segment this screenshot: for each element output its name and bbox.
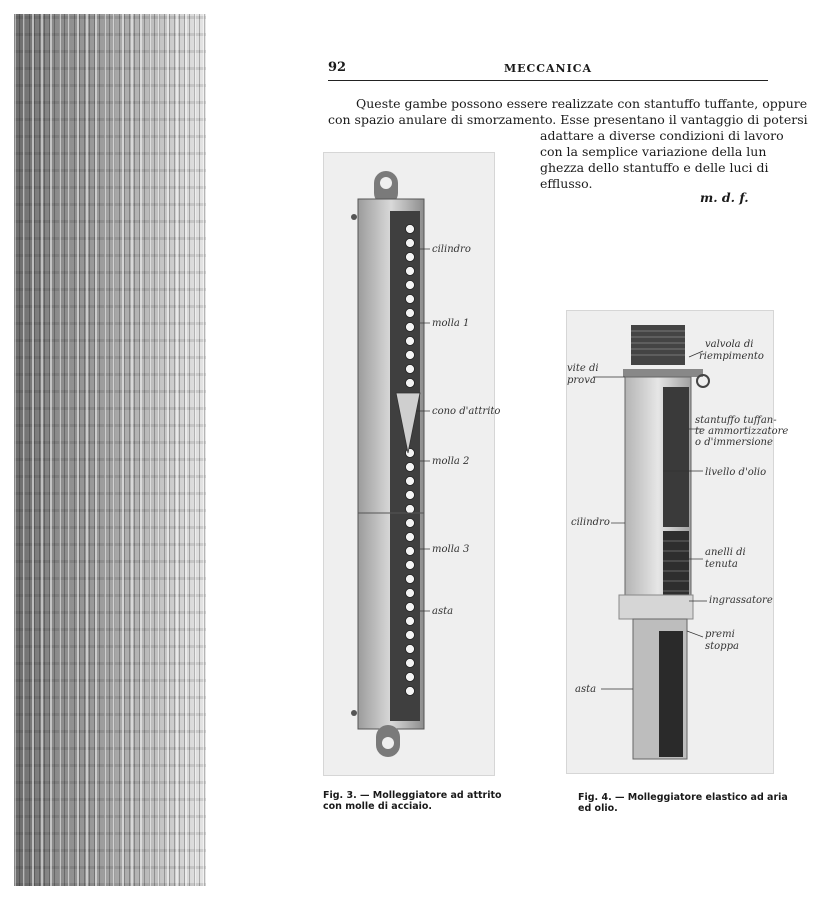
paragraph-line: con la semplice variazione della lun — [540, 144, 767, 159]
paragraph-line: efflusso. — [540, 176, 593, 191]
label-valvola: valvola di — [705, 339, 754, 350]
page-header — [328, 60, 768, 81]
paragraph-line: ghezza dello stantuffo e delle luci di — [540, 160, 769, 175]
label-immersione: o d'immersione — [695, 437, 773, 448]
caption-text: — Molleggiatore elastico ad aria — [615, 792, 788, 803]
label-vite-di: vite di — [567, 363, 599, 374]
figure-4-illustration — [566, 310, 789, 774]
label-asta: asta — [575, 684, 597, 695]
label-riempimento: riempimento — [699, 351, 764, 362]
label-stantuffo: stantuffo tuffan- — [695, 415, 777, 426]
figure-3-caption — [323, 790, 502, 812]
author-signature: m. d. f. — [700, 190, 749, 205]
caption-text: — Molleggiatore ad attrito — [360, 790, 502, 801]
caption-label: Fig. 4. — [578, 792, 612, 803]
scanned-page-edge — [14, 14, 206, 886]
label-molla-2: molla 2 — [432, 456, 470, 467]
label-prova: prova — [567, 375, 596, 386]
caption-text: ed olio. — [578, 803, 618, 814]
label-premi: premi — [705, 629, 735, 640]
paragraph-line: Queste gambe possono essere realizzate con stantuffo tuffante, oppure — [356, 96, 808, 111]
label-cilindro: cilindro — [432, 244, 471, 255]
label-ammortizzatore: te ammortizzatore — [695, 426, 789, 437]
label-tenuta: tenuta — [705, 559, 738, 570]
shock-absorber-friction-drawing — [324, 153, 501, 775]
label-asta: asta — [432, 606, 454, 617]
figure-3-illustration — [323, 152, 501, 776]
page-number: 92 — [328, 60, 347, 75]
label-anelli: anelli di — [705, 547, 746, 558]
paragraph-line: con spazio anulare di smorzamento. Esse presentano il vantaggio di potersi — [328, 112, 808, 127]
label-molla-3: molla 3 — [432, 544, 470, 555]
caption-text: con molle di acciaio. — [323, 801, 433, 812]
label-molla-1: molla 1 — [432, 318, 470, 329]
label-cono-attrito: cono d'attrito — [432, 406, 501, 417]
figure-4-caption — [578, 792, 788, 814]
shock-absorber-air-oil-drawing — [567, 311, 789, 773]
caption-label: Fig. 3. — [323, 790, 357, 801]
label-livello-olio: livello d'olio — [705, 467, 767, 478]
running-head: MECCANICA — [503, 62, 593, 75]
label-cilindro: cilindro — [571, 517, 610, 528]
label-ingrassatore: ingrassatore — [709, 595, 773, 606]
paragraph-line: adattare a diverse condizioni di lavoro — [540, 128, 784, 143]
label-stoppa: stoppa — [705, 641, 739, 652]
